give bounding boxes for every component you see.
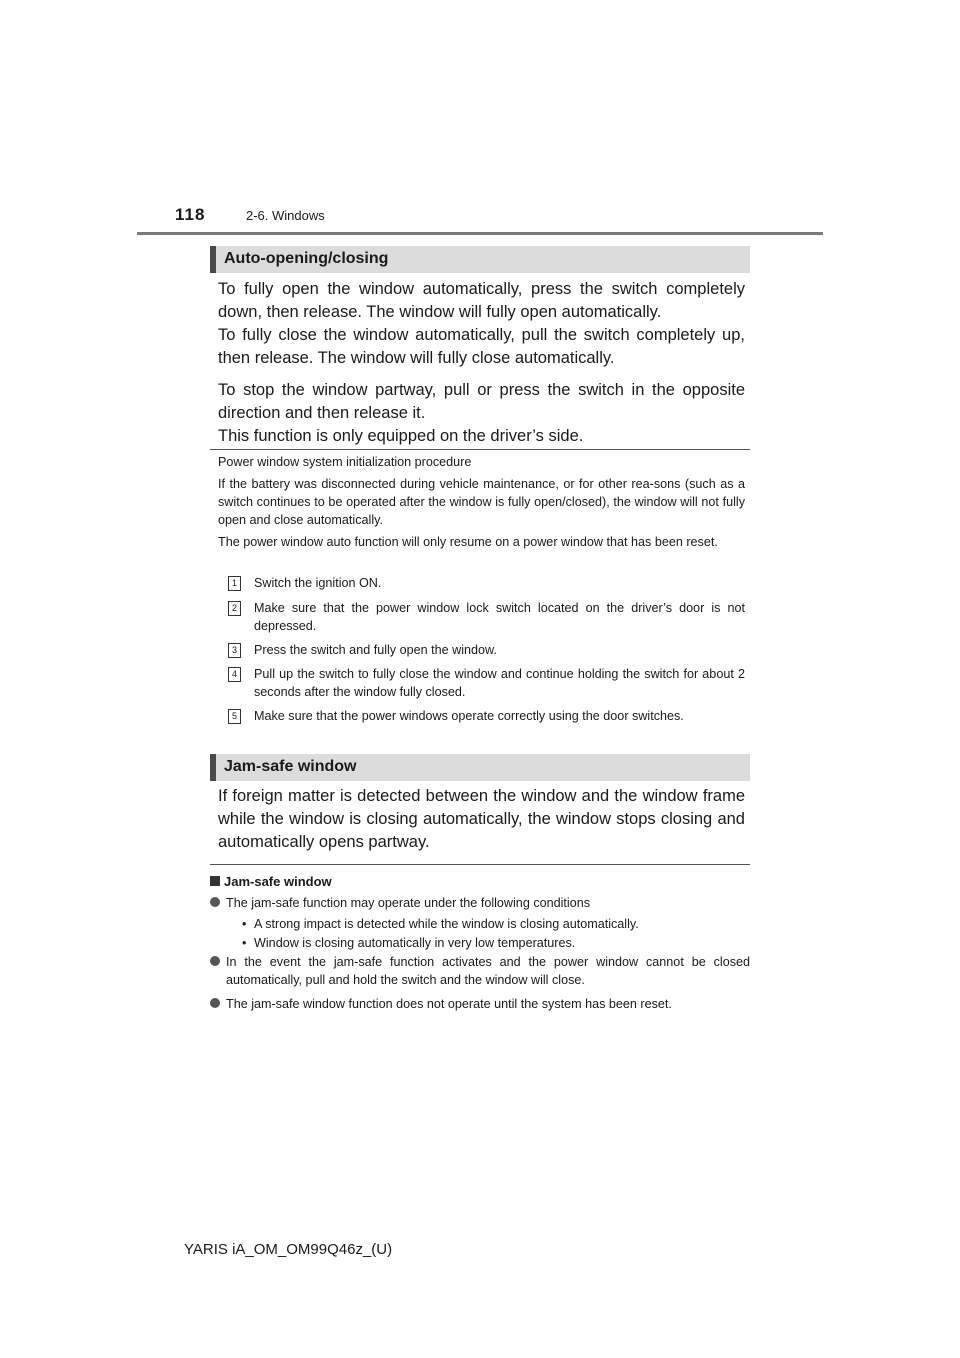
section-divider: [210, 864, 750, 865]
auto-opening-heading-bar: [210, 246, 750, 273]
step-text: Make sure that the power windows operate correctly using the door switches.: [254, 709, 684, 723]
square-bullet-icon: [210, 876, 220, 886]
step-number-box: 5: [228, 709, 241, 724]
step-text: Make sure that the power window lock switch located on the driver’s door is not depressed.: [254, 601, 745, 633]
step-number-box: 3: [228, 643, 241, 658]
notes-title-text: Jam-safe window: [224, 874, 332, 889]
dot-bullet-icon: •: [242, 917, 247, 931]
section-divider: [210, 449, 750, 450]
circle-bullet-icon: [210, 897, 220, 907]
section-title: 2-6. Windows: [246, 208, 325, 223]
driver-side-note: This function is only equipped on the driver’s side.: [218, 427, 584, 445]
page-number: 118: [175, 205, 206, 224]
note-bullet-text: The jam-safe function may operate under the following conditions: [226, 896, 591, 910]
step-number-box: 2: [228, 601, 241, 616]
init-procedure-para1: If the battery was disconnected during vehicle maintenance, or for other rea-sons (such as a switch continues to be operated after the window is fully open/closed), the window will not fully open and close automatically.: [218, 477, 745, 527]
auto-opening-heading: Auto-opening/closing: [224, 250, 389, 267]
auto-opening-body: [218, 278, 745, 448]
step-text: Pull up the switch to fully close the window and continue holding the switch for about 2 seconds after the window fully closed.: [254, 667, 745, 699]
init-procedure-para2: The power window auto function will only resume on a power window that has been reset.: [218, 535, 718, 549]
init-procedure-block: [218, 453, 745, 551]
document-code: YARIS iA_OM_OM99Q46z_(U): [184, 1241, 393, 1258]
jam-safe-heading-bar: [210, 754, 750, 781]
circle-bullet-icon: [210, 998, 220, 1008]
note-bullet-text: In the event the jam-safe function activates and the power window cannot be closed automatically, pull and hold the switch and the window will close.: [226, 955, 750, 987]
jam-safe-heading: Jam-safe window: [224, 758, 357, 775]
step-number-box: 4: [228, 667, 241, 682]
notes-title: [210, 874, 332, 889]
heading-marker: [210, 246, 216, 273]
circle-bullet-icon: [210, 956, 220, 966]
note-subbullet-text: Window is closing automatically in very low temperatures.: [254, 936, 576, 950]
step-text: Switch the ignition ON.: [254, 576, 382, 590]
jam-safe-paragraph: If foreign matter is detected between the window and the window frame while the window is closing automatically, the window stops closing and automatically opens partway.: [218, 787, 745, 851]
note-bullet-text: The jam-safe window function does not operate until the system has been reset.: [226, 997, 672, 1011]
jam-safe-body: [218, 785, 745, 854]
dot-bullet-icon: •: [242, 936, 247, 950]
init-procedure-title: Power window system initialization procedure: [218, 455, 472, 469]
note-subbullet-text: A strong impact is detected while the window is closing automatically.: [254, 917, 639, 931]
auto-open-paragraph: To fully open the window automatically, press the switch completely down, then release. The window will fully open automatically.: [218, 280, 745, 321]
step-text: Press the switch and fully open the window.: [254, 643, 497, 657]
header-divider: [137, 232, 823, 235]
heading-marker: [210, 754, 216, 781]
step-number-box: 1: [228, 576, 241, 591]
stop-partway-paragraph: To stop the window partway, pull or press the switch in the opposite direction and then release it.: [218, 381, 745, 422]
auto-close-paragraph: To fully close the window automatically, pull the switch completely up, then release. The window will fully close automatically.: [218, 326, 745, 367]
